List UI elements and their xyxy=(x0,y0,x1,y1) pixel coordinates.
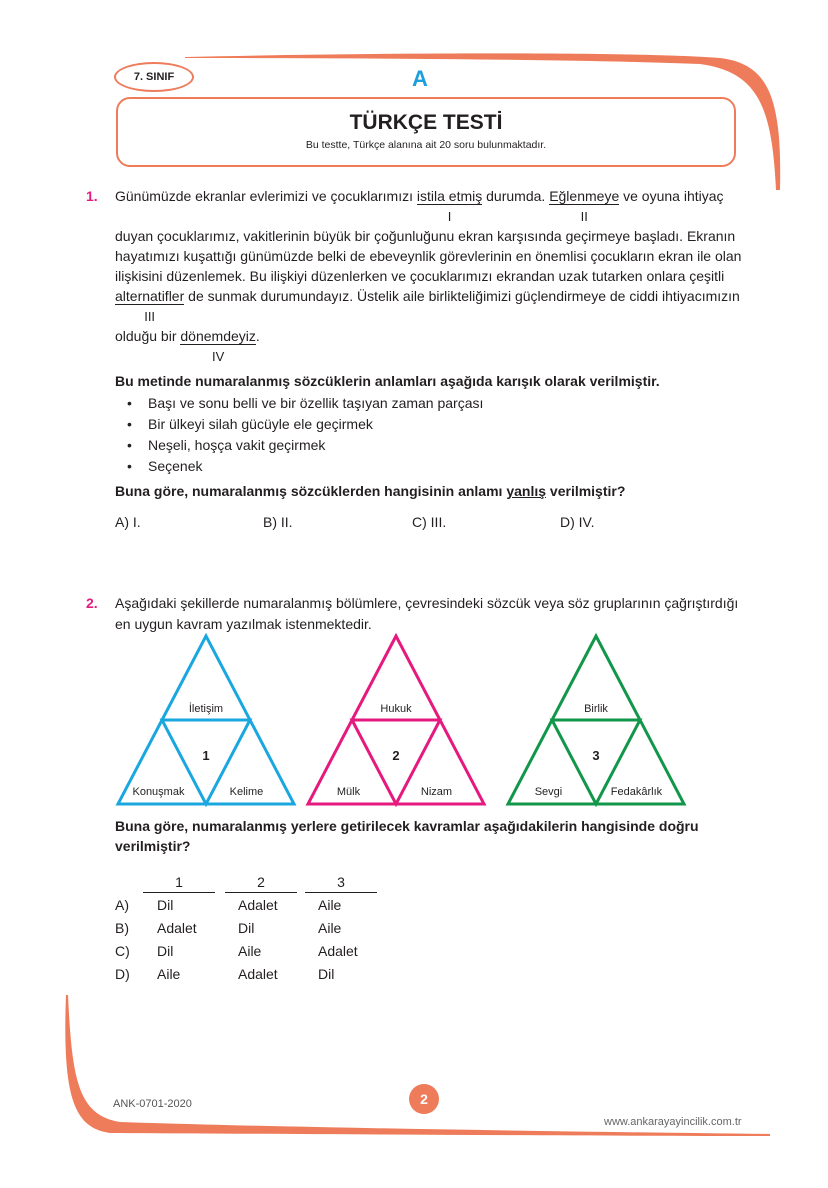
triangle-2 xyxy=(308,636,484,804)
text: Seçenek xyxy=(148,458,203,474)
text: Eğlenmeye xyxy=(549,188,620,204)
q1-line-2: duyan çocuklarımız, vakitlerinin büyük bir çoğunluğunu ekran karşısında geçirmeye başladı. Ekranın xyxy=(115,228,736,244)
label-number: 1 xyxy=(202,748,210,763)
q1-prompt: Bu metinde numaralanmış sözcüklerin anlamları aşağıda karışık olarak verilmiştir. xyxy=(115,373,660,389)
table-cell: Aile xyxy=(157,966,181,982)
q2-question-line-2: verilmiştir? xyxy=(115,838,191,854)
label-right: Fedakârlık xyxy=(610,786,663,798)
table-cell: Adalet xyxy=(157,920,197,936)
text: Başı ve sonu belli ve bir özellik taşıyan zaman parçası xyxy=(148,395,484,411)
label-right: Nizam xyxy=(420,786,453,798)
triangle-3 xyxy=(508,636,684,804)
q2-line-1: Aşağıdaki şekillerde numaralanmış bölümlere, çevresindeki sözcük veya söz gruplarının çağrıştırdığı xyxy=(115,595,739,611)
text: alternatifler xyxy=(115,288,185,304)
text: dönemdeyiz xyxy=(180,328,256,344)
label-number: 2 xyxy=(392,748,400,763)
page-number: 2 xyxy=(409,1084,439,1114)
q1-line-3: hayatımızı kuşattığı günümüzde belki de ebeveynlik görevlerinin en önemlisi çocukların ekran ile olan xyxy=(115,248,742,264)
q1-line-4: ilişkisini düzenlemek. Bu ilişkiyi düzenlerken ve çocuklarımızı ekrandan uzak tutarken onlara çeşitli xyxy=(115,268,725,284)
triangle-outline xyxy=(118,636,294,804)
text: istila etmiş xyxy=(416,188,483,204)
roman-numeral: III xyxy=(144,309,156,324)
label-right: Kelime xyxy=(229,786,264,798)
table-cell: Dil xyxy=(157,897,174,913)
option-label[interactable]: A) xyxy=(115,897,129,913)
roman-numeral: II xyxy=(580,209,588,224)
triangle-outline xyxy=(508,636,684,804)
text: Bir ülkeyi silah gücüyle ele geçirmek xyxy=(148,416,373,432)
option-d[interactable]: D) IV. xyxy=(560,514,595,530)
page-subtitle: Bu testte, Türkçe alanına ait 20 soru bulunmaktadır. xyxy=(305,139,547,151)
table-header: 2 xyxy=(225,874,297,893)
option-label[interactable]: B) xyxy=(115,920,129,936)
table-cell: Adalet xyxy=(318,943,358,959)
option-c[interactable]: C) III. xyxy=(412,514,447,530)
q2-line-2: en uygun kavram yazılmak istenmektedir. xyxy=(115,616,372,632)
text: verilmiştir? xyxy=(546,483,626,499)
triangle-outline xyxy=(308,636,484,804)
label-left: Mülk xyxy=(336,786,361,798)
text: ve oyuna ihtiyaç xyxy=(619,188,724,204)
table-cell: Adalet xyxy=(238,897,278,913)
text: Günümüzde ekranlar evlerimizi ve çocuklarımızı xyxy=(115,188,417,204)
roman-numeral: IV xyxy=(211,349,225,364)
page-title: TÜRKÇE TESTİ xyxy=(349,111,503,134)
text: olduğu bir xyxy=(115,328,181,344)
publisher-url[interactable]: www.ankarayayincilik.com.tr xyxy=(604,1116,742,1128)
label-top: Birlik xyxy=(584,703,608,715)
booklet-type: A xyxy=(412,66,428,91)
label-number: 3 xyxy=(592,748,600,763)
booklet-code: ANK-0701-2020 xyxy=(113,1098,192,1110)
label-top: Hukuk xyxy=(380,703,412,715)
question-number-2: 2. xyxy=(86,595,98,611)
roman-numeral: I xyxy=(447,209,452,224)
table-cell: Aile xyxy=(238,943,262,959)
q2-question-line-1: Buna göre, numaralanmış yerlere getirilecek kavramlar aşağıdakilerin hangisinde doğru xyxy=(115,818,699,834)
triangle-1 xyxy=(118,636,294,804)
table-header: 3 xyxy=(305,874,377,893)
label-left: Konuşmak xyxy=(132,786,185,798)
table-cell: Adalet xyxy=(238,966,278,982)
text: Buna göre, numaralanmış sözcüklerden hangisinin anlamı xyxy=(115,483,507,499)
text: . xyxy=(255,328,260,344)
table-cell: Dil xyxy=(238,920,255,936)
emphasis: yanlış xyxy=(506,483,547,499)
text: de sunmak durumundayız. Üstelik aile birlikteliğimizi güçlendirmeye de ciddi ihtiyacımızın xyxy=(184,288,740,304)
text: Neşeli, hoşça vakit geçirmek xyxy=(148,437,326,453)
text: durumda. xyxy=(482,188,550,204)
option-a[interactable]: A) I. xyxy=(115,514,141,530)
table-cell: Dil xyxy=(318,966,335,982)
option-label[interactable]: C) xyxy=(115,943,130,959)
grade-badge: 7. SINIF xyxy=(114,62,194,92)
table-cell: Aile xyxy=(318,920,342,936)
table-cell: Aile xyxy=(318,897,342,913)
option-label[interactable]: D) xyxy=(115,966,130,982)
label-left: Sevgi xyxy=(534,786,563,798)
option-b[interactable]: B) II. xyxy=(263,514,293,530)
question-number-1: 1. xyxy=(86,188,98,204)
label-top: İletişim xyxy=(188,703,224,715)
table-header: 1 xyxy=(143,874,215,893)
table-cell: Dil xyxy=(157,943,174,959)
